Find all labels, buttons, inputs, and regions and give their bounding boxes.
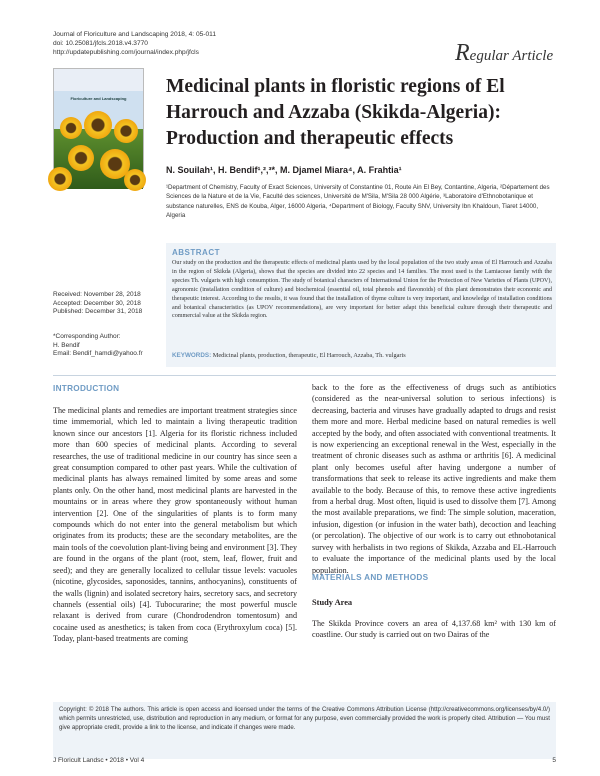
sunflower-icon (114, 119, 138, 143)
study-area-heading: Study Area (312, 598, 353, 607)
journal-info (53, 30, 216, 57)
footer-journal: J Floricult Landsc • 2018 • Vol 4 (53, 757, 145, 764)
copyright-box: Copyright: © 2018 The authors. This article is open access and licensed under the terms of the Creative Commons Attribution License (http://creativecommons.org/licenses/by/4.0/) which permits unrestricted, use, distribution and reproduction in any medium, or format for any purpose, even commercially provided the work is properly cited. Attribution — You must give appropriate credit, provide a link to the license, and indicate if changes were made. (53, 702, 556, 759)
received-date: Received: November 28, 2018 (53, 291, 141, 298)
intro-paragraph-1: The medicinal plants and remedies are important treatment strategies since time immemorial, which led to maintain a living therapeutic tradition known since our ancestors [1]. Algeria for its floristic richness included more than 600 species of medicinal plants. According to several researches, the use of traditional medicine in our country has since seen a great consumption compared to other past years. While the cultivation of medicinal plants has always remained limited by some areas and some plants only. On the other hand, most medicinal plants are harvested in the mountains or in areas where they grow spontaneously without human intervention [2]. One of the singularities of plants is to form many compounds which do not enter into the general metabolism but which originates from its products; these are the secondary metabolites, are the main tools of the coevolution plant-living being and environment [3]. They are found in the organs of the plant (root, stem, leaf, flower, fruit and seed); and they are generally localized to cellular tissue levels: vacuoles (nicotine, glycosides, saponosides, tannins, anthocyanins), constituents of the walls (lignin) and isolated secretory hairs, secretory sacs, and secretory channels (essential oils) [4]. Tubocurarine; the most powerful muscle relaxant is derived from curare (Chondrodendron tomentosum) and cocaine used as anesthetics; is taken from coca (Erythroxylum coca) [5]. Today, plant-based treatments are coming (53, 406, 297, 644)
cover-title: Floriculture and Landscaping (70, 96, 127, 101)
article-type (455, 40, 553, 67)
corresponding-label: *Corresponding Author: (53, 333, 121, 340)
sunflower-icon (84, 111, 112, 139)
journal-cover-image (53, 68, 144, 188)
cover-header-band (54, 69, 143, 91)
corresponding-name: H. Bendif (53, 341, 80, 349)
methods-heading: MATERIALS AND METHODS (312, 573, 429, 582)
methods-paragraph-1: The Skikda Province covers an area of 4,137.68 km² with 130 km of coastline. Our study is carried out on two Dairas of the (312, 619, 556, 640)
keywords-label: KEYWORDS: (172, 352, 212, 359)
introduction-heading: INTRODUCTION (53, 384, 120, 393)
corresponding-author (53, 333, 143, 359)
intro-paragraph-2: back to the fore as the effectiveness of drugs such as antibiotics (considered as the near-universal solution to serious infections) is decreasing, bacteria and viruses have gradually adapted to drugs and resist them more and more. Herbal medicine based on natural remedies is well accepted by the body, and often associated with conventional treatments. It is now experiencing an exceptional renewal in the West, especially in the treatment of chronic diseases such as asthma or arthritis [6]. A medicinal plant only becomes useful after having undergone a number of transformations that seek to release its active ingredients and make them available to the body. Because of this, to remove these active ingredients from a herbal drug. Most often, liquid is used to dissolve them [7]. Among the most available preparations, we find: The simple solution, maceration, infusion, digestion (or infusion in the water bath), decoction and leaching (or percolation). The objective of our work is to carry out ethnobotanical survey with herbalists in two regions of Skikda, Azzaba and EL-Harrouch to evaluate the importance of the medicinal plants used by the local population. (312, 383, 556, 575)
keywords (172, 352, 552, 359)
article-type-initial: R (455, 40, 470, 66)
journal-citation: Journal of Floriculture and Landscaping 2018, 4: 05-011 (53, 31, 216, 38)
published-date: Published: December 31, 2018 (53, 308, 143, 316)
keywords-text: Medicinal plants, production, therapeutic, El Harrouch, Azzaba, Th. vulgaris (212, 352, 406, 359)
abstract-heading: ABSTRACT (172, 248, 220, 257)
affiliations: ¹Department of Chemistry, Faculty of Exact Sciences, University of Constantine 01, Route Ain El Bey, Contantine, Algeria, ²Département des Sciences de la Nature et de la Vie, Faculté des sciences, Université de M'Sila, M'Sila 28 000 Algérie, ³Laboratoire d'Ethnobotanique et substance naturelles, ENS de Kouba, Alger, 16000 Algeria, ⁴Department of Biology, Faculty SNV, University Ibn Khaldoun, Tiaret 14000, Algeria (166, 184, 550, 220)
article-type-rest: egular Article (469, 48, 554, 64)
sunflower-icon (124, 169, 146, 191)
sunflower-icon (60, 117, 82, 139)
sunflower-icon (68, 145, 94, 171)
section-divider (53, 375, 556, 376)
journal-url[interactable]: http://updatepublishing.com/journal/index.php/jfcls (53, 49, 199, 56)
sunflower-icon (48, 167, 72, 191)
accepted-date: Accepted: December 30, 2018 (53, 299, 141, 307)
page-footer (53, 757, 556, 764)
journal-doi[interactable]: doi: 10.25081/jfcls.2018.v4.3770 (53, 40, 148, 47)
page-number: 5 (552, 757, 556, 764)
author-list: N. Souilah¹, H. Bendif¹,²,³*, M. Djamel Miara⁴, A. Frahtia¹ (166, 165, 402, 175)
corresponding-email[interactable]: Email: Bendif_hamdi@yahoo.fr (53, 350, 143, 358)
article-dates (53, 291, 142, 317)
abstract-text: Our study on the production and the therapeutic effects of medicinal plants used by the local population of the two study areas of El Harrouch and Azzaba in the region of Skikda (Algeria), shows that the species are divided into 22 species and 14 families. The most used is the Lamiaceae family with the species Th. vulgaris with high consumption. The study of botanical characters of International Union for the Protection of New Varieties of Plants (UPOV), agronomic (installation condition of culture) and biochemical (essential oil, total phenols and flavonoids) of this plant demonstrates their economic and therapeutic interest. According to the results, it was found that the installation of thyme culture is very important, and knowledge of installation conditions and botanical characteristics (as UPOV recommendations), are very important for better adapt this beneficial culture through their therapeutic and commercial value at the Skikda region. (172, 260, 552, 320)
article-title: Medicinal plants in floristic regions of El Harrouch and Azzaba (Skikda-Algeria): Production and therapeutic effects (166, 76, 505, 149)
